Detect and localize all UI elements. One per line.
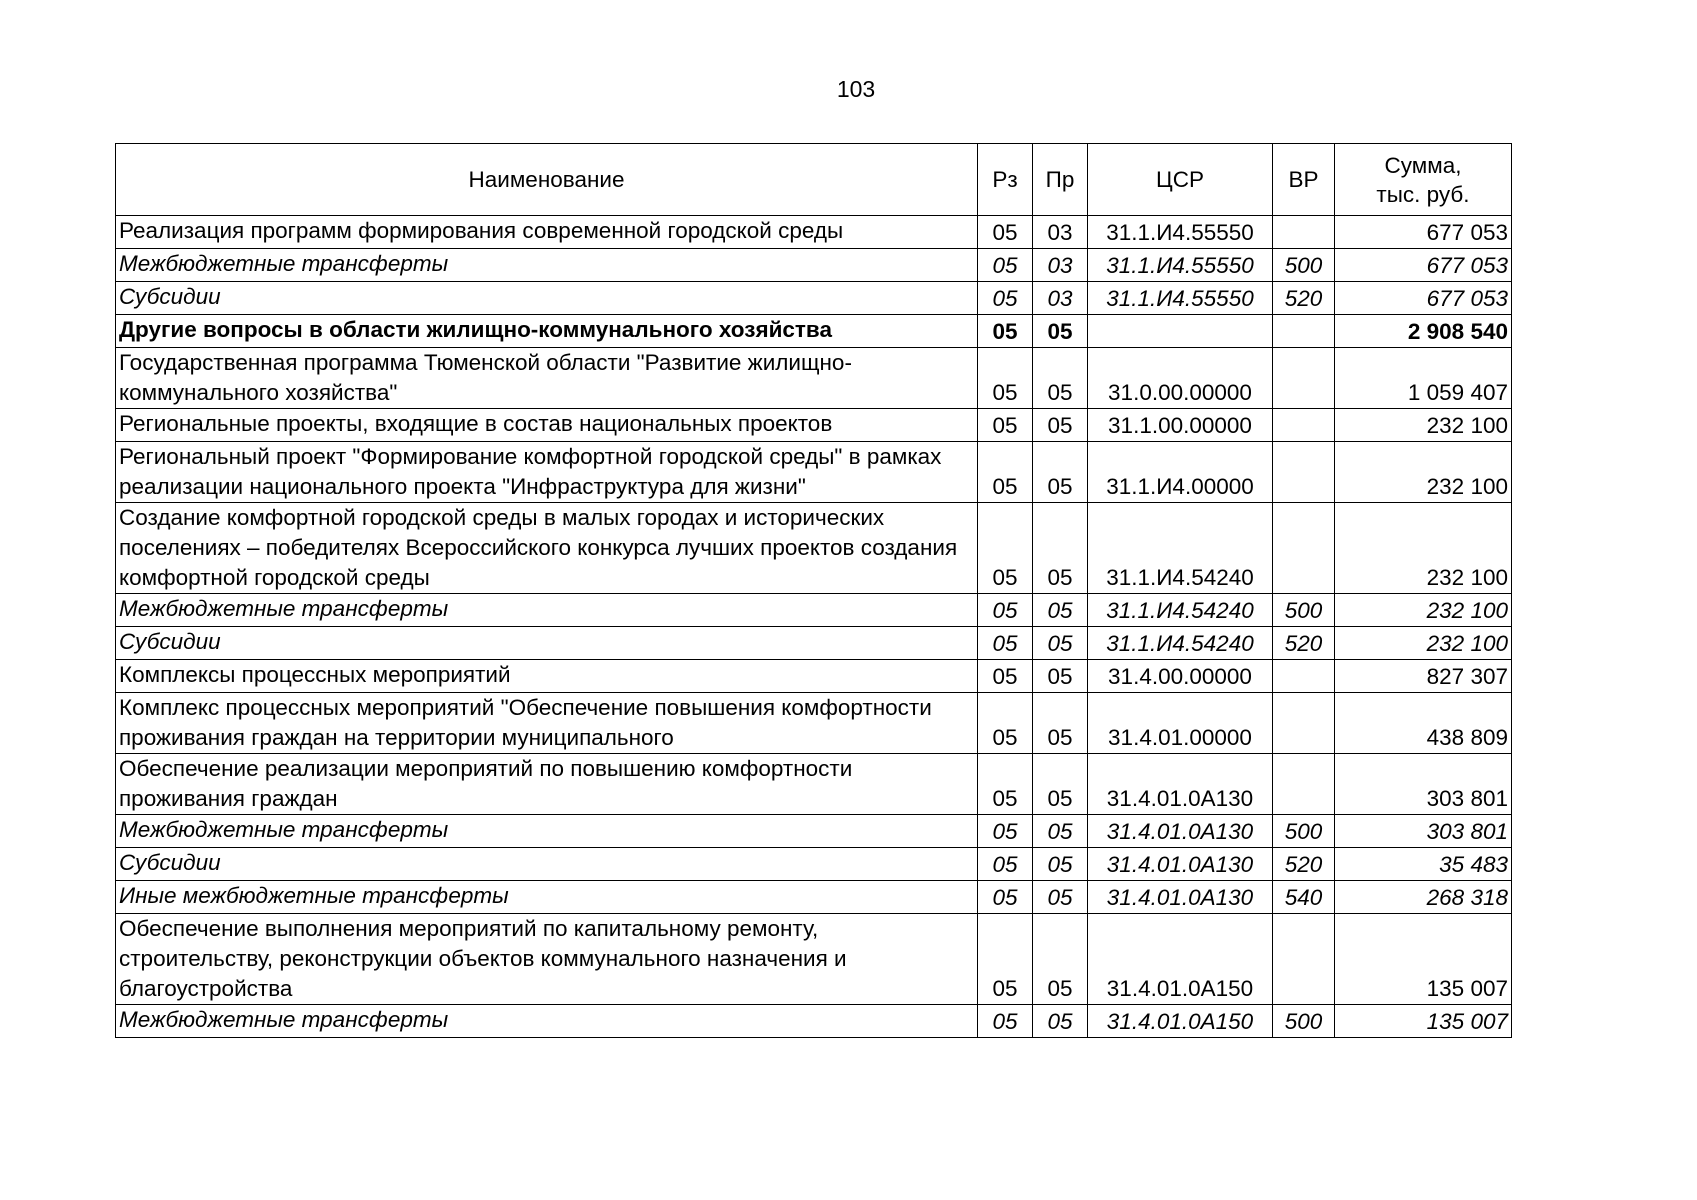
row-name-cell: Другие вопросы в области жилищно-коммунального хозяйства <box>116 315 978 348</box>
row-sum-cell: 677 053 <box>1335 282 1512 315</box>
row-vr-cell: 520 <box>1273 282 1335 315</box>
header-rz: Рз <box>978 144 1033 216</box>
budget-table <box>115 143 1512 1038</box>
row-csr-cell: 31.4.01.0А130 <box>1088 754 1273 815</box>
row-pr-cell: 03 <box>1033 216 1088 249</box>
row-pr-cell: 05 <box>1033 409 1088 442</box>
row-csr-cell: 31.1.И4.00000 <box>1088 442 1273 503</box>
row-csr-cell: 31.4.01.00000 <box>1088 693 1273 754</box>
table-row <box>116 216 1512 249</box>
row-rz-cell: 05 <box>978 914 1033 1005</box>
row-name-cell: Комплекс процессных мероприятий "Обеспечение повышения комфортности проживания граждан на территории муниципального <box>116 693 978 754</box>
row-vr-cell <box>1273 216 1335 249</box>
row-sum-cell: 303 801 <box>1335 815 1512 848</box>
row-pr-cell: 03 <box>1033 249 1088 282</box>
row-pr-cell: 05 <box>1033 442 1088 503</box>
row-sum-cell: 135 007 <box>1335 914 1512 1005</box>
row-csr-cell: 31.1.И4.54240 <box>1088 594 1273 627</box>
table-row <box>116 754 1512 815</box>
row-sum-cell: 232 100 <box>1335 627 1512 660</box>
table-row <box>116 348 1512 409</box>
row-name-cell: Реализация программ формирования современной городской среды <box>116 216 978 249</box>
row-csr-cell: 31.4.01.0А130 <box>1088 815 1273 848</box>
row-rz-cell: 05 <box>978 693 1033 754</box>
row-name-cell: Субсидии <box>116 848 978 881</box>
row-name-cell: Обеспечение выполнения мероприятий по капитальному ремонту, строительству, реконструкции объектов коммунального назначения и благоустройства <box>116 914 978 1005</box>
row-rz-cell: 05 <box>978 282 1033 315</box>
header-vr: ВР <box>1273 144 1335 216</box>
row-name-cell: Государственная программа Тюменской области "Развитие жилищно-коммунального хозяйства" <box>116 348 978 409</box>
row-name-cell: Комплексы процессных мероприятий <box>116 660 978 693</box>
row-pr-cell: 05 <box>1033 914 1088 1005</box>
table-row <box>116 815 1512 848</box>
row-name-cell: Создание комфортной городской среды в малых городах и исторических поселениях – победителях Всероссийского конкурса лучших проектов создания комфортной городской среды <box>116 503 978 594</box>
row-vr-cell <box>1273 442 1335 503</box>
row-pr-cell: 05 <box>1033 315 1088 348</box>
row-rz-cell: 05 <box>978 660 1033 693</box>
row-vr-cell <box>1273 315 1335 348</box>
row-vr-cell: 540 <box>1273 881 1335 914</box>
row-vr-cell: 500 <box>1273 594 1335 627</box>
row-name-cell: Межбюджетные трансферты <box>116 1005 978 1038</box>
row-csr-cell: 31.1.И4.55550 <box>1088 282 1273 315</box>
table-row <box>116 503 1512 594</box>
table-header-row <box>116 144 1512 216</box>
row-rz-cell: 05 <box>978 848 1033 881</box>
row-csr-cell: 31.4.01.0А130 <box>1088 848 1273 881</box>
table-row <box>116 594 1512 627</box>
row-pr-cell: 05 <box>1033 503 1088 594</box>
row-name-cell: Субсидии <box>116 282 978 315</box>
row-pr-cell: 05 <box>1033 627 1088 660</box>
row-vr-cell <box>1273 754 1335 815</box>
table-row <box>116 409 1512 442</box>
row-sum-cell: 232 100 <box>1335 409 1512 442</box>
row-sum-cell: 2 908 540 <box>1335 315 1512 348</box>
row-csr-cell: 31.1.И4.55550 <box>1088 249 1273 282</box>
row-vr-cell <box>1273 503 1335 594</box>
row-sum-cell: 232 100 <box>1335 594 1512 627</box>
row-csr-cell: 31.1.И4.55550 <box>1088 216 1273 249</box>
row-sum-cell: 35 483 <box>1335 848 1512 881</box>
table-row <box>116 693 1512 754</box>
row-vr-cell <box>1273 914 1335 1005</box>
table-body <box>116 216 1512 1038</box>
header-sum-line2: тыс. руб. <box>1376 181 1470 207</box>
row-csr-cell: 31.0.00.00000 <box>1088 348 1273 409</box>
row-rz-cell: 05 <box>978 754 1033 815</box>
row-vr-cell <box>1273 348 1335 409</box>
row-sum-cell: 232 100 <box>1335 503 1512 594</box>
row-pr-cell: 05 <box>1033 754 1088 815</box>
row-name-cell: Межбюджетные трансферты <box>116 249 978 282</box>
row-pr-cell: 05 <box>1033 881 1088 914</box>
row-rz-cell: 05 <box>978 348 1033 409</box>
table-row <box>116 881 1512 914</box>
table-row <box>116 442 1512 503</box>
row-name-cell: Субсидии <box>116 627 978 660</box>
row-rz-cell: 05 <box>978 1005 1033 1038</box>
row-pr-cell: 05 <box>1033 815 1088 848</box>
row-vr-cell: 520 <box>1273 848 1335 881</box>
row-vr-cell: 500 <box>1273 249 1335 282</box>
row-sum-cell: 232 100 <box>1335 442 1512 503</box>
header-name: Наименование <box>116 144 978 216</box>
row-sum-cell: 1 059 407 <box>1335 348 1512 409</box>
page-number: 103 <box>836 76 876 102</box>
row-rz-cell: 05 <box>978 594 1033 627</box>
row-csr-cell: 31.4.01.0А150 <box>1088 1005 1273 1038</box>
row-sum-cell: 827 307 <box>1335 660 1512 693</box>
row-csr-cell: 31.4.01.0А150 <box>1088 914 1273 1005</box>
row-rz-cell: 05 <box>978 315 1033 348</box>
row-sum-cell: 677 053 <box>1335 216 1512 249</box>
row-csr-cell: 31.4.01.0А130 <box>1088 881 1273 914</box>
row-pr-cell: 05 <box>1033 848 1088 881</box>
row-pr-cell: 05 <box>1033 1005 1088 1038</box>
row-csr-cell: 31.4.00.00000 <box>1088 660 1273 693</box>
row-vr-cell <box>1273 660 1335 693</box>
row-sum-cell: 438 809 <box>1335 693 1512 754</box>
row-rz-cell: 05 <box>978 503 1033 594</box>
row-pr-cell: 03 <box>1033 282 1088 315</box>
table-row <box>116 914 1512 1005</box>
table-row <box>116 282 1512 315</box>
row-sum-cell: 135 007 <box>1335 1005 1512 1038</box>
row-rz-cell: 05 <box>978 249 1033 282</box>
row-vr-cell: 520 <box>1273 627 1335 660</box>
row-name-cell: Иные межбюджетные трансферты <box>116 881 978 914</box>
row-rz-cell: 05 <box>978 815 1033 848</box>
row-name-cell: Обеспечение реализации мероприятий по повышению комфортности проживания граждан <box>116 754 978 815</box>
row-csr-cell: 31.1.И4.54240 <box>1088 503 1273 594</box>
row-vr-cell <box>1273 409 1335 442</box>
header-sum <box>1335 144 1512 216</box>
table-row <box>116 315 1512 348</box>
row-sum-cell: 303 801 <box>1335 754 1512 815</box>
row-name-cell: Межбюджетные трансферты <box>116 594 978 627</box>
row-sum-cell: 677 053 <box>1335 249 1512 282</box>
row-sum-cell: 268 318 <box>1335 881 1512 914</box>
header-pr: Пр <box>1033 144 1088 216</box>
row-name-cell: Региональные проекты, входящие в состав национальных проектов <box>116 409 978 442</box>
table-row <box>116 848 1512 881</box>
header-csr: ЦСР <box>1088 144 1273 216</box>
table-row <box>116 1005 1512 1038</box>
row-csr-cell: 31.1.И4.54240 <box>1088 627 1273 660</box>
row-rz-cell: 05 <box>978 627 1033 660</box>
row-vr-cell: 500 <box>1273 815 1335 848</box>
row-pr-cell: 05 <box>1033 594 1088 627</box>
row-pr-cell: 05 <box>1033 660 1088 693</box>
row-rz-cell: 05 <box>978 881 1033 914</box>
row-csr-cell: 31.1.00.00000 <box>1088 409 1273 442</box>
row-pr-cell: 05 <box>1033 348 1088 409</box>
row-rz-cell: 05 <box>978 442 1033 503</box>
row-rz-cell: 05 <box>978 409 1033 442</box>
row-name-cell: Межбюджетные трансферты <box>116 815 978 848</box>
table-row <box>116 627 1512 660</box>
table-row <box>116 249 1512 282</box>
row-vr-cell <box>1273 693 1335 754</box>
table-row <box>116 660 1512 693</box>
row-name-cell: Региональный проект "Формирование комфортной городской среды" в рамках реализации национального проекта "Инфраструктура для жизни" <box>116 442 978 503</box>
row-pr-cell: 05 <box>1033 693 1088 754</box>
row-csr-cell <box>1088 315 1273 348</box>
row-rz-cell: 05 <box>978 216 1033 249</box>
header-sum-line1: Сумма, <box>1384 152 1462 178</box>
row-vr-cell: 500 <box>1273 1005 1335 1038</box>
